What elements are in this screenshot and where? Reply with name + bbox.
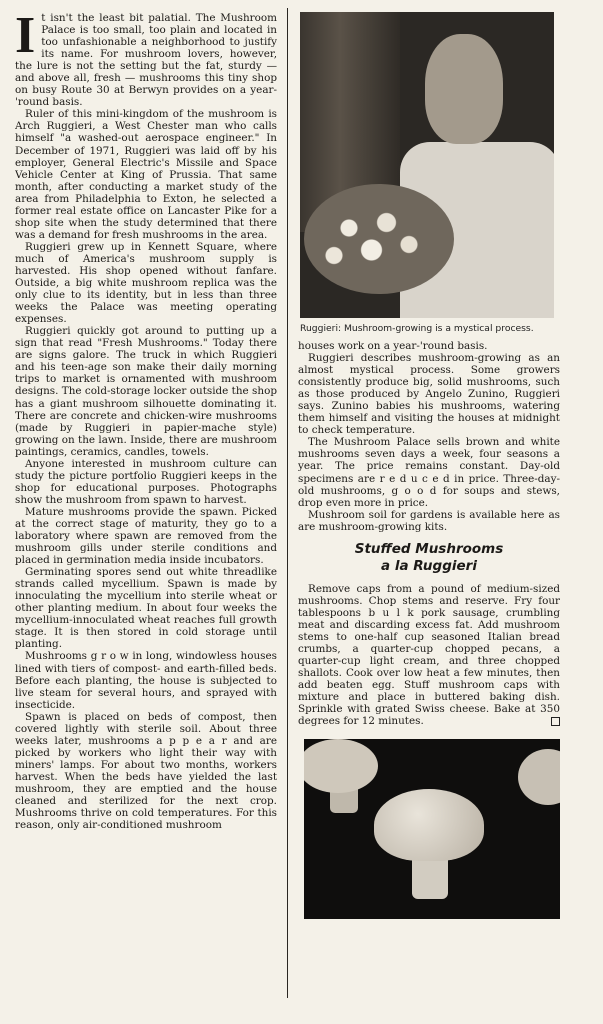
article-paragraph: Ruler of this mini-kingdom of the mushroom is Arch Ruggieri, a West Chester man who calls himself "a washed-out aerospace engineer." In December of 1971, Ruggieri was laid off by his employer, General Electric's Missile and Space Vehicle Center at King of Prussia. That same month, after conducting a market study of the area from Philadelphia to Exton, he selected a former real estate office on Lancaster Pike for a shop site when the study determined that there was a demand for fresh mushrooms in the area. — [15, 108, 277, 241]
article-paragraph: Ruggieri describes mushroom-growing as an almost mystical process. Some growers consistently produce big, solid mushrooms, such as those produced by Angelo Zunino, Ruggieri says. Zunino babies his mushrooms, watering them himself and visiting the houses at midnight to check temperature. — [298, 352, 560, 437]
right-column — [298, 12, 560, 1012]
article-paragraph: Spawn is placed on beds of compost, then covered lightly with sterile soil. About three weeks later, mushrooms a p p e a r and are picked by workers who light their way with miners' lamps. For about two months, workers harvest. When the beds have yielded the last mushroom, they are emptied and the house cleaned and sterilized for the next crop. Mushrooms thrive on cold temperatures. For this reason, only air-conditioned mushroom — [15, 710, 277, 832]
article-paragraph: Ruggieri grew up in Kennett Square, where much of America's mushroom supply is harvested. His shop opened without fanfare. Outside, a big white mushroom replica was the only clue to its identity, but in less than three weeks the Palace was meeting operating expenses. — [15, 240, 277, 326]
end-mark-icon — [551, 717, 560, 726]
article-paragraph: Ruggieri quickly got around to putting up a sign that read "Fresh Mushrooms." Today there are signs galore. The truck in which Ruggieri and his teen-age son make their daily morning trips to market is ornamented with mushroom designs. The cold-storage locker outside the shop has a giant mushroom silhouette dominating it. There are concrete and chicken-wire mushrooms (made by Ruggieri in papier-mache style) growing on the lawn. Inside, there are mushroom paintings, ceramics, candles, towels. — [15, 325, 277, 458]
mushrooms-photo — [304, 739, 560, 919]
article-paragraph: Germinating spores send out white threadlike strands called mycellium. Spawn is made by innoculating the mycellium into sterile wheat or other planting medium. In about four weeks the mycellium-innoculated wheat reaches full growth stage. It is then stored in cold storage until planting. — [15, 566, 277, 651]
mushroom-basket — [304, 184, 454, 294]
article-paragraph: Mushroom soil for gardens is available here as are mushroom-growing kits. — [298, 508, 560, 533]
article-paragraph: Mushrooms g r o w in long, windowless houses lined with tiers of compost- and earth-filled beds. Before each planting, the house is subjected to live steam for several hours, and sprayed with insecticide. — [15, 650, 277, 711]
column-divider — [287, 8, 288, 998]
recipe-text: Remove caps from a pound of medium-sized mushrooms. Chop stems and reserve. Fry four tablespoons b u l k pork sausage, crumbling meat and discarding excess fat. Add mushroom stems to one-half cup seasoned Italian bread crumbs, a quarter-cup chopped pecans, a quarter-cup light cream, and three chopped shallots. Cook over low heat a few minutes, then add beaten egg. Stuff mushroom caps with mixture and place in buttered baking dish. Sprinkle with grated Swiss cheese. Bake at 350 degrees for 12 minutes. — [298, 582, 560, 728]
article-paragraph: Anyone interested in mushroom culture can study the picture portfolio Ruggieri keeps in the shop for educational purposes. Photographs show the mushroom from spawn to harvest. — [15, 457, 277, 506]
article-paragraph: It isn't the least bit palatial. The Mushroom Palace is too small, too plain and located in too unfashionable a neighborhood to justify its name. For mushroom lovers, however, the lure is not the setting but the fat, sturdy — and above all, fresh — mushrooms this tiny shop on busy Route 30 at Berwyn provides on a year-'round basis. — [15, 12, 277, 109]
ruggieri-photo — [300, 12, 554, 318]
drop-cap: I — [15, 12, 36, 64]
article-paragraph: Mature mushrooms provide the spawn. Picked at the correct stage of maturity, they go to a laboratory where spawn are removed from the mushroom gills under sterile conditions and placed in germination media inside incubators. — [15, 505, 277, 567]
left-column — [15, 12, 277, 1012]
photo-caption: Ruggieri: Mushroom-growing is a mystical process. — [300, 323, 534, 334]
article-paragraph: houses work on a year-'round basis. — [298, 340, 488, 352]
recipe-title: Stuffed Mushrooms a la Ruggieri — [354, 540, 504, 574]
article-paragraph: The Mushroom Palace sells brown and white mushrooms seven days a week, four seasons a year. The price remains constant. Day-old specimens are r e d u c e d in price. Three-day-old mushrooms, g o o d for soups and stews, drop even more in price. — [298, 436, 560, 509]
